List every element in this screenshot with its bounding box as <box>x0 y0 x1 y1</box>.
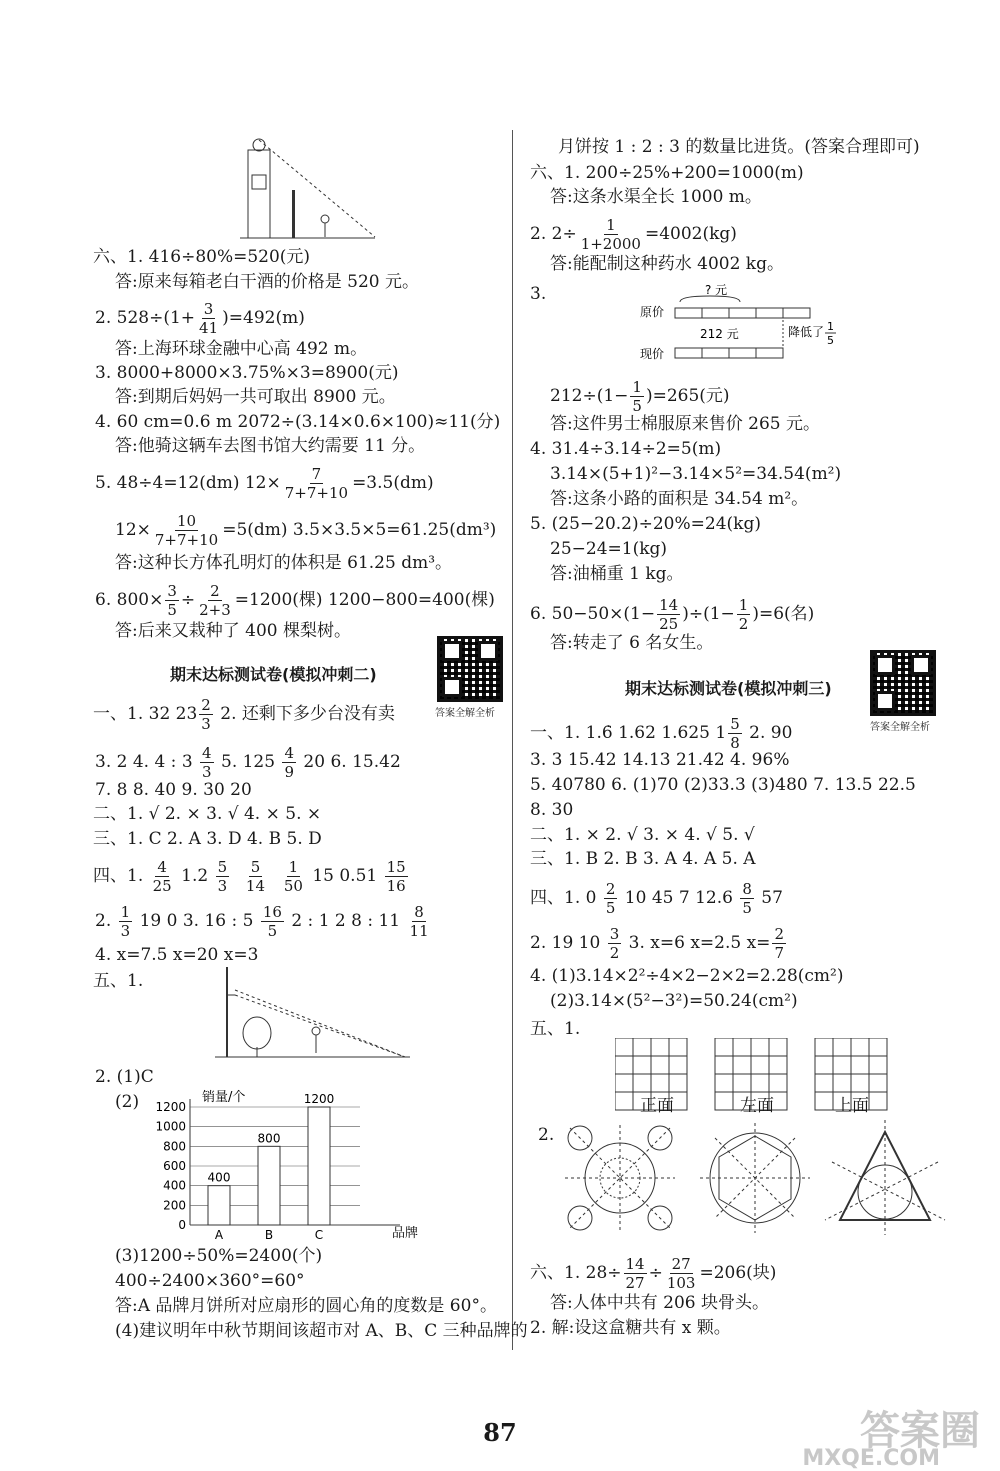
chart-tick-label: 800 <box>163 1139 186 1154</box>
diagram-frac-n: 1 <box>827 320 834 333</box>
view-cell <box>769 1074 787 1092</box>
answer-line: 5. 40780 6. (1)70 (2)33.3 (3)480 7. 13.5 22.5 <box>530 775 916 795</box>
chart-value-label: 1200 <box>303 1092 335 1106</box>
view-cell <box>651 1038 669 1056</box>
view-cell <box>633 1038 651 1056</box>
answer-line: 5. 48÷4=12(dm) 12× $\frac{7}{7+7+10}$ =3.5(dm) <box>95 465 434 502</box>
view-cell <box>869 1056 887 1074</box>
answer-line: 答:能配制这种药水 4002 kg。 <box>550 254 784 274</box>
chart-tick-label: 600 <box>163 1159 186 1173</box>
view-cell <box>769 1056 787 1074</box>
answer-line: 三、1. C 2. A 3. D 4. B 5. D <box>93 829 322 849</box>
answer-line: 3. 8000+8000×3.75%×3=8900(元) <box>95 363 399 383</box>
answer-line: 4. 31.4÷3.14÷2=5(m) <box>530 439 722 459</box>
answer-line: 3. 2 4. 4 : 3 $\frac{4}{3}$ 5. 125 $\frac{4}{9}$ 20 6. 15.42 <box>95 744 401 781</box>
view-cell <box>833 1074 851 1092</box>
answer-line: 五、1. <box>530 1019 581 1039</box>
answer-line: 4. (1)3.14×2²÷4×2−2×2=2.28(cm²) <box>530 966 844 986</box>
answer-line: 4. x=7.5 x=20 x=3 <box>95 945 259 965</box>
view-cell <box>615 1056 633 1074</box>
answer-line: 3. <box>530 284 547 304</box>
view-cell <box>815 1092 833 1110</box>
view-cell <box>669 1056 687 1074</box>
view-cell <box>851 1056 869 1074</box>
answer-line: 一、1. 1.6̇ 1.62 1.625 1 $\frac{5}{8}$ 2. 90 <box>530 715 793 752</box>
watermark-site: MXQE.COM <box>802 1446 940 1471</box>
column-divider <box>512 130 513 1350</box>
answer-line: 7. 8 8. 40 9. 30 20 <box>95 780 252 800</box>
diagram-drop-label: 降低了 <box>788 325 825 339</box>
answer-line: 25−24=1(kg) <box>550 539 668 559</box>
answer-line: 四、1. $\frac{4}{25}$ 1.2 $\frac{5}{3}$ $\frac{5}{14}$ $\frac{1}{50}$ 15 0.51 $\frac{15}{16}$ <box>93 858 406 895</box>
answer-line: 二、1. × 2. √ 3. × 4. √ 5. √ <box>530 825 755 845</box>
qr-label: 答案全解全析 <box>435 708 495 719</box>
answer-line: 月饼按 1 : 2 : 3 的数量比进货。(答案合理即可) <box>558 137 920 157</box>
view-cell <box>633 1056 651 1074</box>
answer-line: 400÷2400×360°=60° <box>115 1271 305 1291</box>
answer-line: 2. 2÷ $\frac{1}{1+2000}$ =4002(kg) <box>530 216 737 253</box>
answer-line: 答:原来每箱老白干酒的价格是 520 元。 <box>115 272 419 292</box>
view-cell <box>751 1056 769 1074</box>
view-cell <box>715 1092 733 1110</box>
chart-bar <box>258 1146 280 1225</box>
view-cell <box>815 1074 833 1092</box>
section-title-mock-2: 期末达标测试卷(模拟冲刺二) <box>170 665 377 684</box>
view-cell <box>633 1074 651 1092</box>
view-top-label: 上面 <box>835 1096 869 1116</box>
answer-line: 答:转走了 6 名女生。 <box>550 633 714 653</box>
diagram-now-label: 现价 <box>640 347 665 361</box>
chart-ylabel: 销量/个 <box>202 1090 246 1105</box>
qr-code-icon[interactable] <box>870 650 936 716</box>
answer-line: (4)建议明年中秋节期间该超市对 A、B、C 三种品牌的 <box>115 1321 528 1341</box>
shadow-figure-2 <box>215 965 415 1060</box>
answer-line: 2. 528÷(1+ $\frac{3}{41}$ )=492(m) <box>95 300 305 337</box>
section-title-mock-3: 期末达标测试卷(模拟冲刺三) <box>625 679 832 698</box>
view-cell <box>715 1074 733 1092</box>
diagram-original-label: 原价 <box>640 305 665 319</box>
view-cell <box>851 1074 869 1092</box>
view-cell <box>751 1038 769 1056</box>
view-cell <box>751 1074 769 1092</box>
answer-line: (3)1200÷50%=2400(个) <box>115 1246 323 1266</box>
answer-line: 二、1. √ 2. × 3. √ 4. × 5. × <box>93 804 322 824</box>
answer-line: 3. 3 15.42 14.13 21.42 4. 96% <box>530 750 790 770</box>
price-segment-diagram <box>640 280 840 370</box>
answer-line: 2. 解:设这盒糖共有 x 颗。 <box>530 1318 731 1338</box>
answer-line: 答:这条水渠全长 1000 m。 <box>550 187 762 207</box>
chart-category-label: B <box>264 1228 274 1242</box>
qr-label: 答案全解全析 <box>870 722 930 733</box>
view-cell <box>815 1038 833 1056</box>
chart-tick-label: 1200 <box>155 1100 186 1114</box>
answer-line: 答:人体中共有 206 块骨头。 <box>550 1293 769 1313</box>
answer-line: 六、1. 28÷ $\frac{14}{27}$ ÷ $\frac{27}{103}$ =206(块) <box>530 1255 777 1292</box>
chart-xlabel: 品牌 <box>392 1226 419 1241</box>
answer-line: 五、1. <box>93 971 144 991</box>
watermark: 答案圈 <box>860 1408 980 1454</box>
chart-tick-label: 1000 <box>155 1119 186 1134</box>
answer-line: 答:这种长方体孔明灯的体积是 61.25 dm³。 <box>115 553 453 573</box>
page-number: 87 <box>483 1418 517 1447</box>
view-cell <box>669 1038 687 1056</box>
view-front-label: 正面 <box>640 1096 674 1116</box>
chart-tick-label: 400 <box>163 1178 186 1193</box>
view-cell <box>615 1092 633 1110</box>
answer-line: 答:这件男士棉服原来售价 265 元。 <box>550 414 820 434</box>
answer-line: 8. 30 <box>530 800 574 820</box>
answer-line: 6. 800× $\frac{3}{5}$ ÷ $\frac{2}{2+3}$ =1200(棵) 1200−800=400(棵) <box>95 582 495 619</box>
chart-tick-label: 200 <box>163 1198 186 1213</box>
view-cell <box>833 1038 851 1056</box>
answer-line: 3.14×(5+1)²−3.14×5²=34.54(m²) <box>550 464 842 484</box>
view-cell <box>615 1074 633 1092</box>
answer-line: 一、1. 32 23 $\frac{2}{3}$ 2. 还剩下多少台没有卖 <box>93 696 395 733</box>
symmetry-figures <box>560 1120 950 1240</box>
chart-category-label: C <box>314 1228 324 1242</box>
answer-line: 答:后来又栽种了 400 棵梨树。 <box>115 621 351 641</box>
diagram-question: ? 元 <box>705 283 728 297</box>
answer-line: (2) <box>115 1092 140 1112</box>
circle-figure <box>565 1125 675 1232</box>
chart-value-label: 800 <box>257 1131 281 1146</box>
answer-line: 答:这条小路的面积是 34.54 m²。 <box>550 489 809 509</box>
view-cell <box>869 1092 887 1110</box>
hexagon-figure <box>700 1123 810 1233</box>
shadow-figure-1 <box>240 135 380 240</box>
answer-line: 2. $\frac{1}{3}$ 19 0 3. 16 : 5 $\frac{16}{5}$ 2 : 1 2 8 : 11 $\frac{8}{11}$ <box>95 903 429 940</box>
answer-line: 答:A 品牌月饼所对应扇形的圆心角的度数是 60°。 <box>115 1296 497 1316</box>
chart-bar <box>208 1186 230 1225</box>
view-cell <box>733 1056 751 1074</box>
view-cell <box>651 1056 669 1074</box>
answer-line: 答:上海环球金融中心高 492 m。 <box>115 339 368 359</box>
view-cell <box>733 1038 751 1056</box>
answer-line: 答:到期后妈妈一共可取出 8900 元。 <box>115 387 396 407</box>
chart-value-label: 400 <box>207 1170 231 1185</box>
view-cell <box>733 1074 751 1092</box>
answer-line: 答:油桶重 1 kg。 <box>550 564 684 584</box>
triangle-figure <box>825 1120 945 1235</box>
diagram-frac-d: 5 <box>827 334 834 347</box>
view-cell <box>869 1074 887 1092</box>
view-left-label: 左面 <box>740 1096 774 1116</box>
chart-bar <box>308 1107 330 1225</box>
answer-line: 三、1. B 2. B 3. A 4. A 5. A <box>530 849 756 869</box>
view-cell <box>869 1038 887 1056</box>
view-cell <box>615 1038 633 1056</box>
view-cell <box>715 1038 733 1056</box>
answer-line: 答:他骑这辆车去图书馆大约需要 11 分。 <box>115 436 426 456</box>
answer-line: 六、1. 200÷25%+200=1000(m) <box>530 163 804 183</box>
answer-line: 12× $\frac{10}{7+7+10}$ =5(dm) 3.5×3.5×5=61.25(dm³) <box>115 512 497 549</box>
answer-line: 212÷(1− $\frac{1}{5}$ )=265(元) <box>550 378 730 415</box>
diagram-212: 212 元 <box>700 327 739 341</box>
answer-line: 2. (1)C <box>95 1067 154 1087</box>
view-cell <box>769 1038 787 1056</box>
view-cell <box>669 1074 687 1092</box>
view-cell <box>833 1056 851 1074</box>
view-cell <box>851 1038 869 1056</box>
qr-code-icon[interactable] <box>437 636 503 702</box>
answer-line: 4. 60 cm=0.6 m 2072÷(3.14×0.6×100)≈11(分) <box>95 412 501 432</box>
answer-line: 6. 50−50×(1− $\frac{14}{25}$ )÷(1− $\frac{1}{2}$ )=6(名) <box>530 596 815 633</box>
answer-line: 四、1. 0 $\frac{2}{5}$ 10 45 7 12.6 $\frac{8}{5}$ 57 <box>530 880 783 917</box>
answer-line: 2. <box>538 1125 555 1145</box>
view-cell <box>715 1056 733 1074</box>
chart-category-label: A <box>214 1228 224 1242</box>
answer-line: 六、1. 416÷80%=520(元) <box>93 247 311 267</box>
answer-line: (2)3.14×(5²−3²)=50.24(cm²) <box>550 991 798 1011</box>
view-cell <box>815 1056 833 1074</box>
bar-chart <box>130 1085 460 1245</box>
chart-tick-label: 0 <box>178 1218 186 1232</box>
answer-line: 2. 19 10 $\frac{3}{2}$ 3. x=6 x=2.5 x= $\frac{2}{7}$ <box>530 925 784 962</box>
answer-line: 5. (25−20.2)÷20%=24(kg) <box>530 514 761 534</box>
view-cell <box>651 1074 669 1092</box>
